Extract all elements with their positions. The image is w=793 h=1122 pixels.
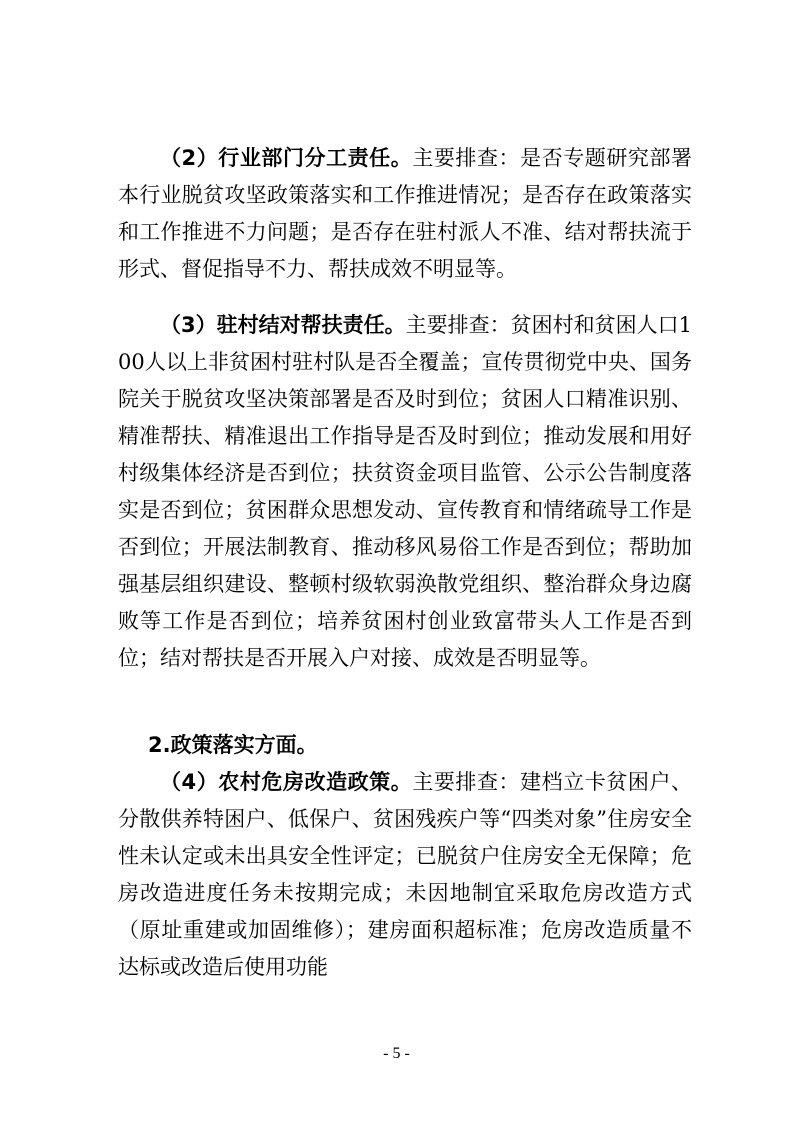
- paragraph-body: 主要排查：建档立卡贫困户、分散供养特困户、低保户、贫困残疾户等“四类对象”住房安全性未认定或未出具安全性评定；已脱贫户住房安全无保障；危房改造进度任务未按期完成；未因地制宜采取危房改造方式（原址重建或加固维修）；建房面积超标准；危房改造质量不达标或改造后使用功能: [118, 770, 692, 979]
- paragraph-lead: （4）农村危房改造政策。: [160, 770, 413, 794]
- paragraph-lead: （2）行业部门分工责任。: [160, 146, 413, 170]
- paragraph-industry-responsibility: [118, 140, 692, 288]
- paragraph-lead: （3）驻村结对帮扶责任。: [160, 313, 406, 337]
- page-number: - 5 -: [383, 1045, 410, 1062]
- paragraph-body: 主要排查：贫困村和贫困人口100人以上非贫困村驻村队是否全覆盖；宣传贯彻党中央、国务院关于脱贫攻坚决策部署是否及时到位；贫困人口精准识别、精准帮扶、精准退出工作指导是否及时到位；推动发展和用好村级集体经济是否到位；扶贫资金项目监管、公示公告制度落实是否到位；贫困群众思想发动、宣传教育和情绪疏导工作是否到位；开展法制教育、推动移风易俗工作是否到位；帮助加强基层组织建设、整顿村级软弱涣散党组织、整治群众身边腐败等工作是否到位；培养贫困村创业致富带头人工作是否到位；结对帮扶是否开展入户对接、成效是否明显等。: [118, 313, 692, 670]
- paragraph-village-assistance-responsibility: [118, 307, 692, 677]
- paragraph-body: 主要排查：是否专题研究部署本行业脱贫攻坚政策落实和工作推进情况；是否存在政策落实和工作推进不力问题；是否存在驻村派人不准、结对帮扶流于形式、督促指导不力、帮扶成效不明显等。: [118, 146, 692, 281]
- paragraph-rural-housing-policy: [118, 764, 692, 986]
- section-heading: 2.政策落实方面。: [148, 733, 318, 757]
